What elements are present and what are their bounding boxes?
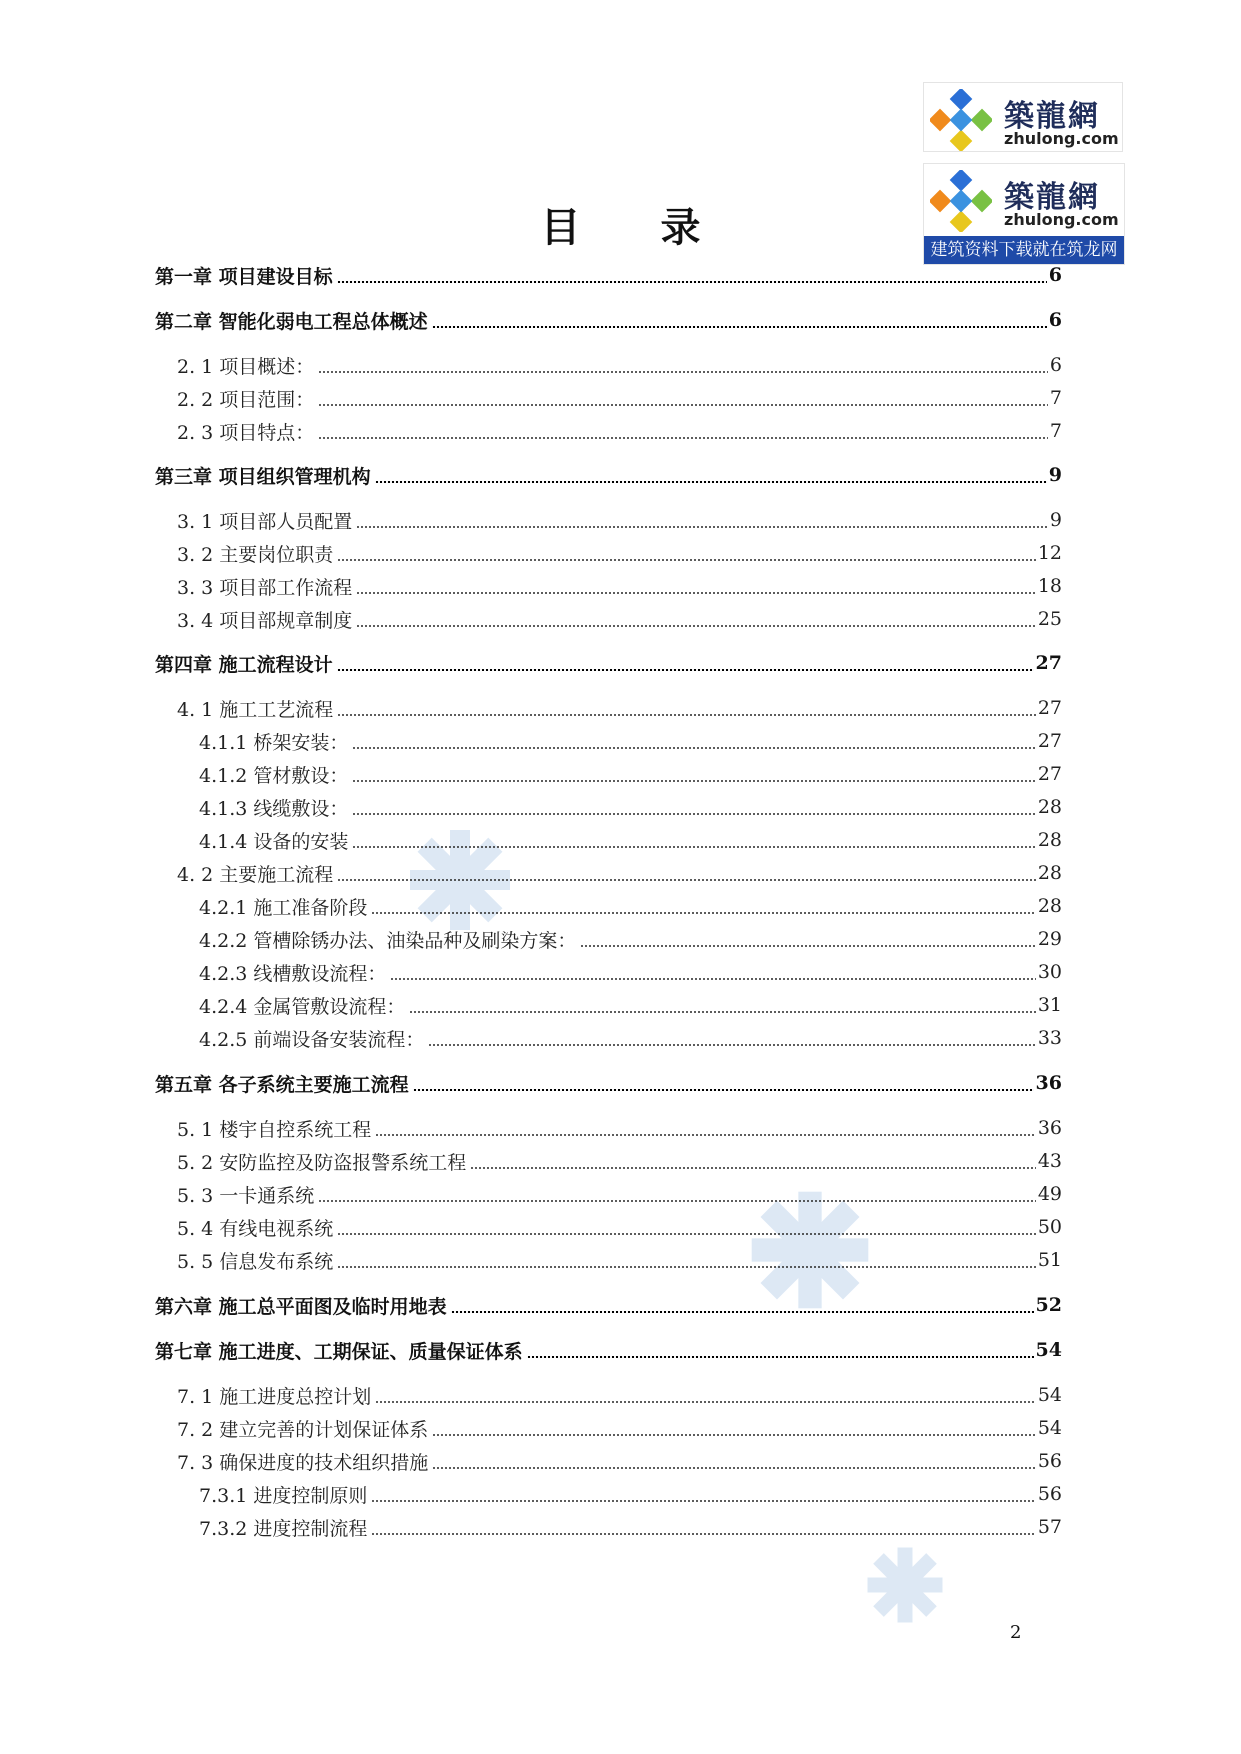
toc-entry[interactable] [155, 1413, 1062, 1443]
toc-entry-label: 3. 1 项目部人员配置 [177, 510, 353, 533]
toc-entry[interactable] [155, 1113, 1062, 1143]
toc-entry-label: 7.3.1 进度控制原则 [199, 1484, 368, 1507]
toc-leader-dots [318, 437, 1048, 439]
toc-entry-label: 5. 1 楼宇自控系统工程 [177, 1118, 372, 1141]
toc-leader-dots [356, 625, 1036, 627]
toc-entry-page: 54 [1035, 1339, 1062, 1361]
toc-entry[interactable] [155, 1479, 1062, 1509]
toc-entry-page: 33 [1037, 1027, 1062, 1049]
toc-entry[interactable] [155, 1290, 1062, 1320]
toc-leader-dots [337, 281, 1047, 283]
toc-entry-page: 18 [1037, 575, 1062, 597]
toc-leader-dots [527, 1356, 1034, 1358]
toc-entry[interactable] [155, 460, 1062, 490]
toc-entry-page: 28 [1037, 895, 1062, 917]
toc-entry-page: 25 [1037, 608, 1062, 630]
toc-entry-label: 第五章 各子系统主要施工流程 [155, 1073, 409, 1096]
toc-entry[interactable] [155, 924, 1062, 954]
toc-entry-page: 9 [1049, 509, 1062, 531]
toc-entry[interactable] [155, 825, 1062, 855]
toc-entry-page: 54 [1037, 1417, 1062, 1439]
toc-entry-label: 4.2.3 线槽敷设流程： [199, 962, 387, 985]
zhulong-logo [923, 82, 1123, 152]
toc-entry[interactable] [155, 1212, 1062, 1242]
logo-chinese-name: 築龍網 [1004, 99, 1100, 134]
toc-leader-dots [352, 780, 1035, 782]
toc-entry-label: 5. 5 信息发布系统 [177, 1250, 334, 1273]
toc-entry[interactable] [155, 726, 1062, 756]
toc-entry[interactable] [155, 505, 1062, 535]
toc-leader-dots [371, 912, 1035, 914]
zhulong-mark-icon [930, 89, 992, 151]
toc-entry-page: 27 [1037, 697, 1062, 719]
toc-leader-dots [375, 481, 1047, 483]
toc-entry-label: 5. 3 一卡通系统 [177, 1184, 315, 1207]
toc-entry-label: 第一章 项目建设目标 [155, 265, 333, 288]
toc-leader-dots [371, 1500, 1035, 1502]
toc-leader-dots [428, 1044, 1035, 1046]
toc-entry[interactable] [155, 538, 1062, 568]
toc-entry[interactable] [155, 1068, 1062, 1098]
toc-leader-dots [337, 669, 1034, 671]
toc-entry-page: 49 [1037, 1183, 1062, 1205]
toc-entry-label: 5. 4 有线电视系统 [177, 1217, 334, 1240]
toc-entry[interactable] [155, 416, 1062, 446]
toc-leader-dots [318, 371, 1048, 373]
toc-leader-dots [318, 404, 1048, 406]
toc-leader-dots [409, 1011, 1035, 1013]
toc-leader-dots [375, 1134, 1036, 1136]
toc-leader-dots [371, 1533, 1035, 1535]
toc-entry[interactable] [155, 957, 1062, 987]
toc-entry-page: 29 [1037, 928, 1062, 950]
toc-leader-dots [337, 559, 1036, 561]
toc-entry[interactable] [155, 1146, 1062, 1176]
toc-entry-label: 3. 3 项目部工作流程 [177, 576, 353, 599]
toc-entry-label: 第七章 施工进度、工期保证、质量保证体系 [155, 1340, 523, 1363]
toc-entry[interactable] [155, 260, 1062, 290]
toc-entry-page: 54 [1037, 1384, 1062, 1406]
toc-entry[interactable] [155, 383, 1062, 413]
toc-entry-page: 12 [1037, 542, 1062, 564]
toc-entry[interactable] [155, 1179, 1062, 1209]
toc-leader-dots [337, 879, 1036, 881]
toc-entry-page: 51 [1037, 1249, 1062, 1271]
toc-entry-page: 6 [1048, 264, 1062, 286]
toc-entry-label: 第三章 项目组织管理机构 [155, 465, 371, 488]
toc-entry-page: 6 [1049, 354, 1062, 376]
toc-entry-page: 28 [1037, 796, 1062, 818]
toc-leader-dots [352, 747, 1035, 749]
toc-leader-dots [356, 526, 1048, 528]
toc-entry-page: 50 [1037, 1216, 1062, 1238]
toc-entry-page: 30 [1037, 961, 1062, 983]
toc-leader-dots [432, 326, 1047, 328]
toc-entry-label: 4.2.4 金属管敷设流程： [199, 995, 406, 1018]
toc-entry-label: 4.1.3 线缆敷设： [199, 797, 349, 820]
toc-entry-page: 6 [1048, 309, 1062, 331]
page-number: 2 [1010, 1622, 1022, 1643]
toc-entry-label: 4. 1 施工工艺流程 [177, 698, 334, 721]
toc-entry-page: 36 [1035, 1072, 1062, 1094]
toc-entry-label: 7. 1 施工进度总控计划 [177, 1385, 372, 1408]
toc-entry-label: 4.1.2 管材敷设： [199, 764, 349, 787]
toc-leader-dots [375, 1401, 1036, 1403]
toc-leader-dots [318, 1200, 1036, 1202]
toc-entry-page: 27 [1037, 730, 1062, 752]
toc-entry-page: 52 [1035, 1294, 1062, 1316]
toc-leader-dots [337, 1266, 1036, 1268]
toc-leader-dots [432, 1467, 1036, 1469]
toc-entry-label: 3. 4 项目部规章制度 [177, 609, 353, 632]
toc-entry-page: 28 [1037, 829, 1062, 851]
toc-entry[interactable] [155, 1335, 1062, 1365]
logo-slogan: 建筑资料下载就在筑龙网 [924, 236, 1124, 264]
toc-entry[interactable] [155, 648, 1062, 678]
toc-entry[interactable] [155, 858, 1062, 888]
toc-entry-label: 4.1.4 设备的安装 [199, 830, 349, 853]
toc-entry[interactable] [155, 990, 1062, 1020]
toc-leader-dots [352, 813, 1035, 815]
toc-entry-label: 3. 2 主要岗位职责 [177, 543, 334, 566]
toc-entry[interactable] [155, 571, 1062, 601]
watermark-icon [860, 1540, 950, 1630]
toc-entry[interactable] [155, 792, 1062, 822]
toc-entry-page: 7 [1049, 387, 1062, 409]
toc-leader-dots [413, 1089, 1034, 1091]
toc-entry-label: 7. 3 确保进度的技术组织措施 [177, 1451, 429, 1474]
toc-entry-page: 28 [1037, 862, 1062, 884]
toc-entry-page: 57 [1037, 1516, 1062, 1538]
page-title: 目录 [540, 204, 781, 251]
toc-entry[interactable] [155, 1512, 1062, 1542]
toc-leader-dots [390, 978, 1035, 980]
logo-domain: zhulong.com [1004, 129, 1119, 148]
toc-entry-label: 4.2.5 前端设备安装流程： [199, 1028, 425, 1051]
logo-domain: zhulong.com [1004, 210, 1119, 229]
toc-entry-page: 31 [1037, 994, 1062, 1016]
toc-entry-page: 7 [1049, 420, 1062, 442]
toc-leader-dots [432, 1434, 1036, 1436]
toc-entry-label: 4.2.2 管槽除锈办法、油染品种及刷染方案： [199, 929, 577, 952]
toc-entry-label: 4.2.1 施工准备阶段 [199, 896, 368, 919]
toc-entry-label: 7. 2 建立完善的计划保证体系 [177, 1418, 429, 1441]
toc-leader-dots [470, 1167, 1036, 1169]
toc-entry-label: 2. 1 项目概述： [177, 355, 315, 378]
toc-entry[interactable] [155, 305, 1062, 335]
toc-leader-dots [356, 592, 1036, 594]
toc-entry-page: 56 [1037, 1450, 1062, 1472]
toc-entry[interactable] [155, 891, 1062, 921]
toc-entry-label: 5. 2 安防监控及防盗报警系统工程 [177, 1151, 467, 1174]
toc-entry-label: 第四章 施工流程设计 [155, 653, 333, 676]
toc-entry[interactable] [155, 1023, 1062, 1053]
toc-entry[interactable] [155, 693, 1062, 723]
toc-entry-page: 27 [1037, 763, 1062, 785]
toc-entry-label: 2. 2 项目范围： [177, 388, 315, 411]
logo-chinese-name: 築龍網 [1004, 180, 1100, 215]
toc-entry-label: 第六章 施工总平面图及临时用地表 [155, 1295, 447, 1318]
toc-leader-dots [451, 1311, 1034, 1313]
toc-leader-dots [352, 846, 1035, 848]
toc-entry-label: 4. 2 主要施工流程 [177, 863, 334, 886]
toc-entry[interactable] [155, 604, 1062, 634]
toc-entry-label: 4.1.1 桥架安装： [199, 731, 349, 754]
toc-entry[interactable] [155, 1380, 1062, 1410]
toc-entry[interactable] [155, 1446, 1062, 1476]
toc-entry-page: 36 [1037, 1117, 1062, 1139]
toc-leader-dots [337, 714, 1036, 716]
toc-entry-page: 9 [1048, 464, 1062, 486]
toc-leader-dots [337, 1233, 1036, 1235]
toc-entry[interactable] [155, 350, 1062, 380]
toc-entry-label: 2. 3 项目特点： [177, 421, 315, 444]
toc-entry-label: 7.3.2 进度控制流程 [199, 1517, 368, 1540]
toc-entry-page: 43 [1037, 1150, 1062, 1172]
toc-entry-page: 56 [1037, 1483, 1062, 1505]
toc-entry-label: 第二章 智能化弱电工程总体概述 [155, 310, 428, 333]
toc-entry[interactable] [155, 759, 1062, 789]
toc-leader-dots [580, 945, 1035, 947]
toc-entry[interactable] [155, 1245, 1062, 1275]
toc-entry-page: 27 [1035, 652, 1062, 674]
